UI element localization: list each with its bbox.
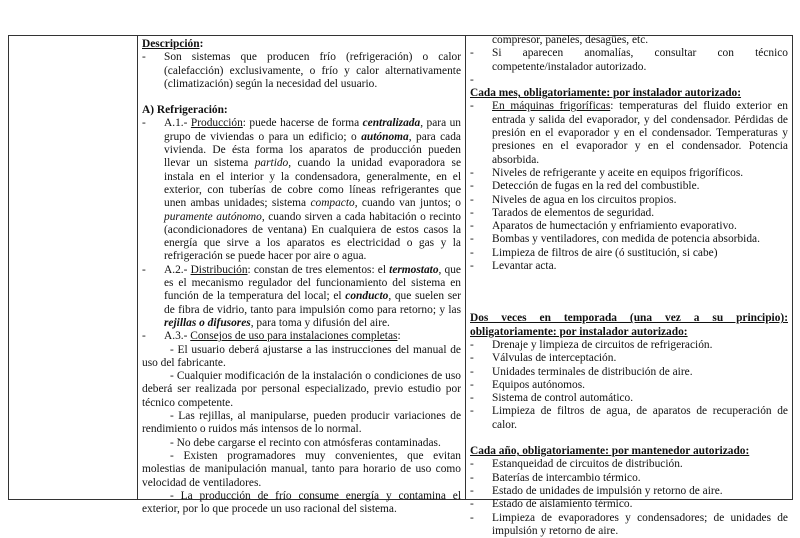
yearly-item: - Estado de unidades de impulsión y retorno de aire. [470,485,788,498]
tip-item: - El usuario deberá ajustarse a las instrucciones del manual de uso del fabricante. [142,344,461,371]
seasonal-item: - Sistema de control automático. [470,392,788,405]
seasonal-heading: Dos veces en temporada (una vez a su principio): obligatoriamente: por instalador autorizado: [470,312,788,339]
monthly-item: - Niveles de agua en los circuitos propios. [470,194,788,207]
description-column [138,36,466,499]
monthly-item: - Bombas y ventiladores, con medida de potencia absorbida. [470,233,788,246]
tip-item: - No debe cargarse el recinto con atmósferas contaminadas. [142,437,461,450]
empty-left-column [9,36,138,499]
tip-item: - Cualquier modificación de la instalación o condiciones de uso deberá ser realizada por personal especializado, previo estudio por técnico competente. [142,370,461,410]
seasonal-item: - Unidades terminales de distribución de aire. [470,366,788,379]
a2-distribucion: - A.2.- Distribución: constan de tres elementos: el termostato, que es el mecanismo regulador del funcionamiento del sistema en función de la temperatura del local; el conducto, que suelen ser de fibra de vidrio, tanto para impulsión como para retorno; y las rejillas o difusores, para toma y difusión del aire. [142,264,461,330]
tip-item: - La producción de frío consume energía y contamina el exterior, por lo que procede un uso racional del sistema. [142,490,461,517]
a1-produccion: - A.1.- Producción: puede hacerse de forma centralizada, para un grupo de viviendas o para un edificio; o autónoma, para cada vivienda. De ésta forma los aparatos de producción pueden llevar un sistema partido, cuando la unidad evaporadora se instala en el interior y la condensadora, generalmente, en el exterior, con tuberías de cobre como líneas refrigerantes que unen ambas unidades; sistema compacto, cuando van juntos; o puramente autónomo, cuando sirven a cada habitación o recinto (acondicionadores de ventana) En cualquiera de estos casos la energía que sirve a los aparatos es electricidad o gas y la refrigeración se puede hacer por aire o agua. [142,117,461,263]
yearly-item: - Limpieza de evaporadores y condensadores; de unidades de impulsión y retorno de aire. [470,512,788,538]
yearly-item: - Baterías de intercambio térmico. [470,472,788,485]
seasonal-item: - Válvulas de interceptación. [470,352,788,365]
empty-item: - [470,74,788,87]
description-item: - Son sistemas que producen frío (refrigeración) o calor (calefacción) exclusivamente, o frío y calor alternativamente (climatización) según la necesidad del usuario. [142,51,461,91]
description-heading: Descripción: [142,38,461,51]
continued-item: compresor, paneles, desagües, etc. [470,34,788,47]
yearly-item: - Estanqueidad de circuitos de distribución. [470,458,788,471]
monthly-item: - Aparatos de humectación y enfriamiento evaporativo. [470,220,788,233]
monthly-item: - Levantar acta. [470,260,788,273]
monthly-heading: Cada mes, obligatoriamente: por instalador autorizado: [470,87,788,100]
monthly-item: - Detección de fugas en la red del combustible. [470,180,788,193]
tip-item: - Existen programadores muy convenientes, que evitan molestias de manipulación manual, tanto para horario de uso como velocidad de ventiladores. [142,450,461,490]
monthly-item: - Limpieza de filtros de aire (ó sustitución, si cabe) [470,247,788,260]
monthly-item: - Tarados de elementos de seguridad. [470,207,788,220]
document-table [8,35,793,500]
seasonal-item: - Drenaje y limpieza de circuitos de refrigeración. [470,339,788,352]
yearly-item: - Estado de aislamiento térmico. [470,498,788,511]
yearly-heading: Cada año, obligatoriamente: por mantenedor autorizado: [470,445,788,458]
section-title-refrigeracion: A) Refrigeración: [142,104,461,117]
a3-consejos: - A.3.- Consejos de uso para instalaciones completas: [142,330,461,343]
seasonal-item: - Equipos autónomos. [470,379,788,392]
anomalies-item: - Si aparecen anomalías, consultar con técnico competente/instalador autorizado. [470,47,788,74]
monthly-item: - Niveles de refrigerante y aceite en equipos frigoríficos. [470,167,788,180]
monthly-item: - En máquinas frigoríficas: temperaturas del fluido exterior en entrada y salida del evaporador, y del condensador. Pérdidas de presión en el evaporador y en el condensador. Temperaturas y presiones en el evaporador y en el condensador. Potencia absorbida. [470,100,788,166]
maintenance-column [466,34,792,499]
seasonal-item: - Limpieza de filtros de agua, de aparatos de recuperación de calor. [470,405,788,432]
tip-item: - Las rejillas, al manipularse, pueden producir variaciones de rendimiento o ruidos más intensos de lo normal. [142,410,461,437]
